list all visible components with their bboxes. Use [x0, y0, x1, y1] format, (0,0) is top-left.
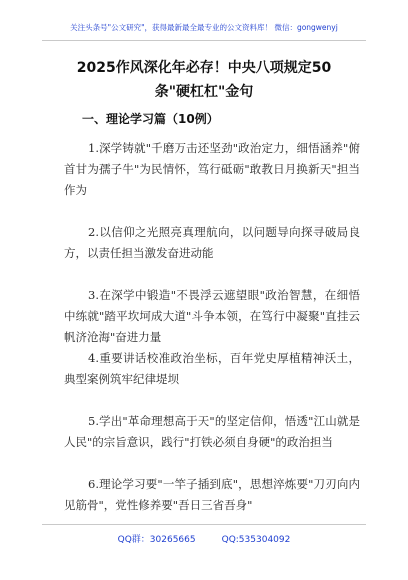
list-item: 3.在深学中锻造"不畏浮云遮望眼"政治智慧，在细悟中练就"踏平坎坷成大道"斗争本领，在笃行中凝聚"直挂云帆济沧海"奋进力量	[64, 288, 360, 344]
list-item: 5.学出"革命理想高于天"的坚定信仰，悟透"江山就是人民"的宗旨意识，践行"打铁必须自身硬"的政治担当	[64, 414, 360, 449]
header-notice: 关注头条号"公文研究"，获得最新最全最专业的公文资料库！ 微信：gongwenyj	[70, 23, 338, 32]
list-item: 4.重要讲话校准政治坐标，百年党史厚植精神沃土，典型案例筑牢纪律堤坝	[64, 351, 360, 386]
footer-qq-contact: QQ:535304092	[221, 535, 291, 545]
document-title: 2025作风深化年必存！中央八项规定50条"硬杠杠"金句	[76, 60, 332, 100]
list-item: 6.理论学习要"一竿子插到底"，思想淬炼要"刀刃向内见筋骨"，党性修养要"吾日三省吾身"	[64, 477, 360, 512]
footer-divider	[42, 524, 366, 525]
header-divider	[42, 40, 366, 41]
list-item: 2.以信仰之光照亮真理航向，以问题导向探寻破局良方，以责任担当激发奋进动能	[64, 225, 360, 260]
list-item: 1.深学铸就"千磨万击还坚劲"政治定力，细悟涵养"俯首甘为孺子牛"为民情怀，笃行砥砺"敢教日月换新天"担当作为	[64, 141, 360, 197]
footer	[0, 532, 408, 545]
footer-qq-group: QQ群：30265665	[117, 535, 196, 545]
section-heading: 一、理论学习篇（10例）	[82, 112, 219, 126]
